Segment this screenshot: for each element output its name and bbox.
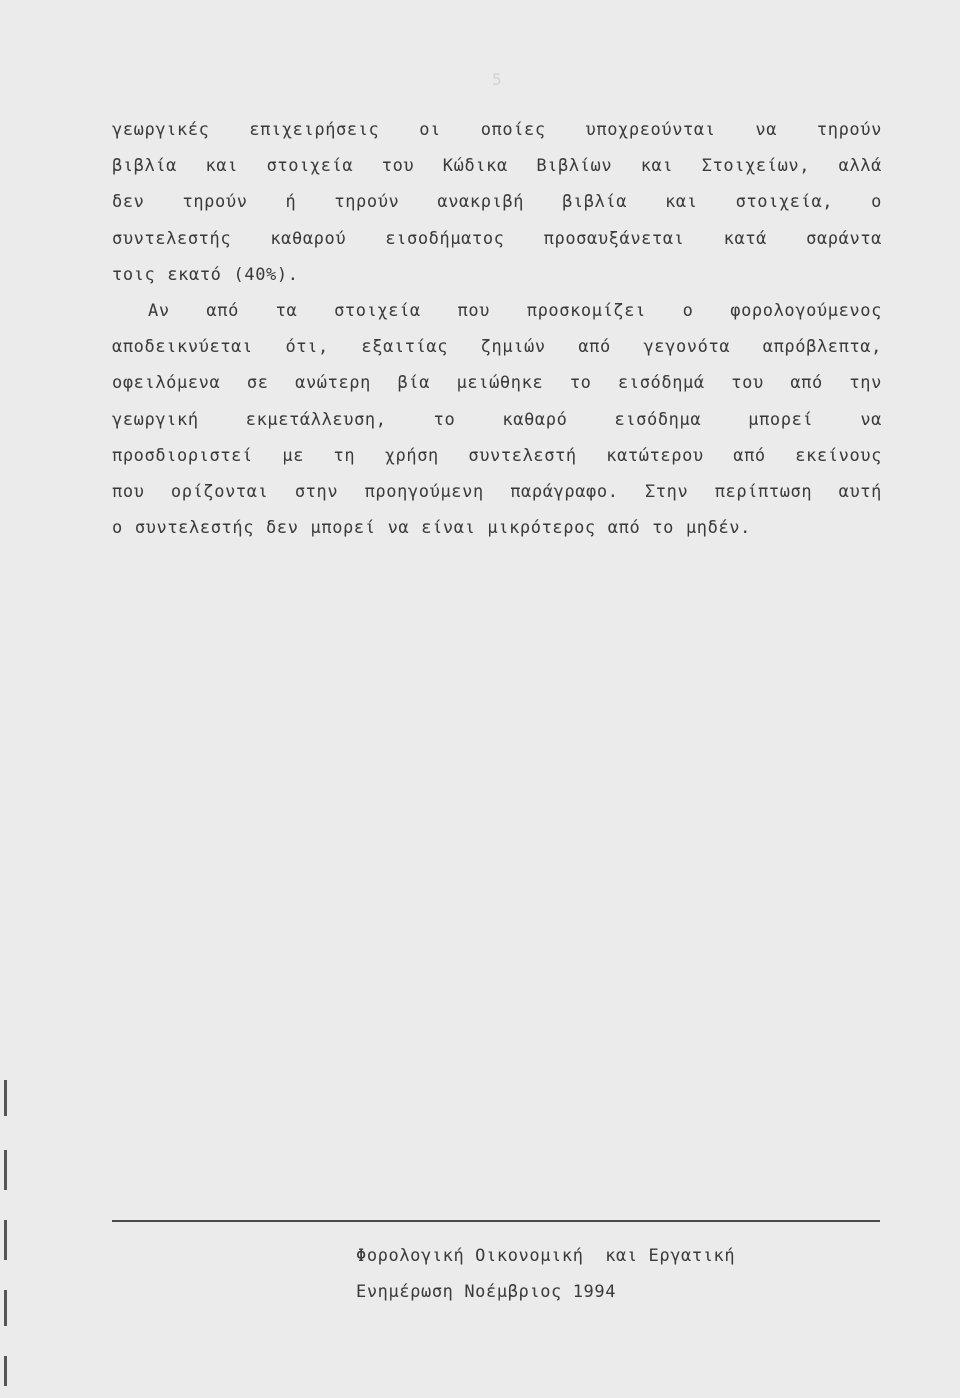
word: αυτή	[838, 481, 882, 502]
word: ο	[112, 518, 123, 539]
text-line	[112, 329, 882, 365]
word: χρήση	[384, 445, 439, 466]
word: και	[205, 156, 239, 177]
word: καθαρό	[502, 409, 568, 430]
binding-mark	[4, 1220, 7, 1260]
word: Βιβλίων	[536, 156, 613, 177]
word: τηρούν	[334, 192, 400, 213]
word: (40%).	[233, 264, 299, 285]
word: στοιχεία	[334, 300, 421, 321]
word: προσαυξάνεται	[543, 228, 685, 249]
word: που	[457, 300, 490, 321]
word: ο	[871, 192, 882, 213]
body-text	[112, 112, 882, 546]
word: γεωργική	[112, 409, 199, 430]
word: Κώδικα	[442, 156, 508, 177]
word: εξαιτίας	[361, 337, 449, 358]
word: σαράντα	[806, 228, 882, 249]
word: Στοιχείων,	[701, 156, 811, 177]
word: εισοδήματος	[385, 228, 505, 249]
word: να	[860, 409, 882, 430]
word: να	[387, 518, 410, 539]
footer-issue: Ενημέρωση Νοέμβριος 1994	[356, 1282, 617, 1302]
text-line	[112, 402, 882, 438]
word: μπορεί	[748, 409, 814, 430]
word: κατά	[723, 228, 767, 249]
word: του	[731, 373, 764, 394]
footer-rule	[112, 1220, 880, 1222]
word: μηδέν.	[685, 518, 751, 539]
word: είναι	[421, 518, 476, 539]
word: στοιχεία	[266, 156, 354, 177]
word: εισόδημά	[618, 373, 705, 394]
word: στην	[294, 481, 339, 502]
word: οποίες	[480, 120, 546, 140]
word: τη	[333, 445, 356, 466]
text-line	[112, 148, 882, 184]
word: μειώθηκε	[456, 373, 544, 394]
text-line	[112, 510, 882, 546]
word: προσδιοριστεί	[112, 445, 253, 466]
footer	[356, 1238, 836, 1310]
word: προσκομίζει	[526, 300, 646, 321]
word: συντελεστής	[112, 228, 232, 249]
word: ορίζονται	[170, 481, 269, 502]
word: ή	[285, 192, 297, 213]
word: συντελεστής	[134, 518, 255, 539]
word: επιχειρήσεις	[249, 120, 380, 140]
word: καθαρού	[270, 228, 347, 249]
word: και	[665, 192, 698, 213]
word: το	[652, 518, 674, 539]
word: δεν	[112, 192, 145, 213]
word: μπορεί	[310, 518, 376, 539]
word: βιβλία	[562, 192, 628, 213]
word: ότι,	[285, 337, 329, 358]
word: και	[640, 156, 674, 177]
word: εκμετάλλευση,	[245, 409, 387, 430]
word: με	[282, 445, 305, 466]
word: από	[206, 300, 239, 321]
word: από	[607, 518, 641, 539]
word: δεν	[266, 518, 299, 539]
word: εκατό	[167, 264, 222, 285]
text-line	[112, 257, 882, 293]
binding-mark	[4, 1080, 7, 1116]
word: οφειλόμενα	[112, 373, 221, 394]
word: απρόβλεπτα,	[762, 337, 882, 358]
word: στοιχεία,	[735, 192, 834, 213]
word: του	[381, 156, 415, 177]
word: τηρούν	[816, 120, 882, 140]
page-marker: 5	[492, 70, 502, 89]
word: οι	[419, 120, 441, 140]
binding-mark	[4, 1150, 7, 1190]
word: τηρούν	[182, 192, 248, 213]
word: τοις	[112, 264, 156, 285]
word: ανώτερη	[295, 373, 371, 394]
word: από	[733, 445, 766, 466]
word: προηγούμενη	[364, 481, 484, 502]
word: γεγονότα	[643, 337, 731, 358]
word: εκείνους	[795, 445, 882, 466]
word: Αν	[148, 300, 170, 321]
word: υποχρεούνται	[585, 120, 716, 140]
word: φορολογούμενος	[730, 300, 882, 321]
word: αλλά	[838, 156, 882, 177]
word: εισόδημα	[614, 409, 702, 430]
word: ανακριβή	[437, 192, 525, 213]
binding-mark	[4, 1356, 7, 1386]
word: μικρότερος	[487, 518, 596, 539]
word: περίπτωση	[714, 481, 813, 502]
word: από	[578, 337, 611, 358]
text-line	[112, 474, 882, 510]
word: συντελεστή	[468, 445, 577, 466]
word: να	[755, 120, 778, 140]
footer-publication: Φορολογική Οικονομική και Εργατική	[356, 1246, 736, 1266]
word: ο	[682, 300, 694, 321]
word: την	[849, 373, 882, 394]
word: που	[112, 481, 145, 502]
word: γεωργικές	[112, 120, 210, 140]
text-line	[112, 184, 882, 220]
word: παράγραφο.	[510, 481, 619, 502]
word: κατώτερου	[606, 445, 704, 466]
text-line	[112, 293, 882, 329]
word: βία	[397, 373, 431, 394]
text-line	[112, 365, 882, 401]
word: ζημιών	[480, 337, 546, 358]
word: το	[433, 409, 456, 430]
word: το	[569, 373, 592, 394]
word: τα	[275, 300, 298, 321]
word: από	[790, 373, 823, 394]
word: σε	[246, 373, 269, 394]
word: Στην	[644, 481, 689, 502]
text-line	[112, 438, 882, 474]
text-line	[112, 112, 882, 148]
text-line	[112, 221, 882, 257]
binding-mark	[4, 1290, 7, 1326]
word: βιβλία	[112, 156, 178, 177]
word: αποδεικνύεται	[112, 337, 253, 358]
